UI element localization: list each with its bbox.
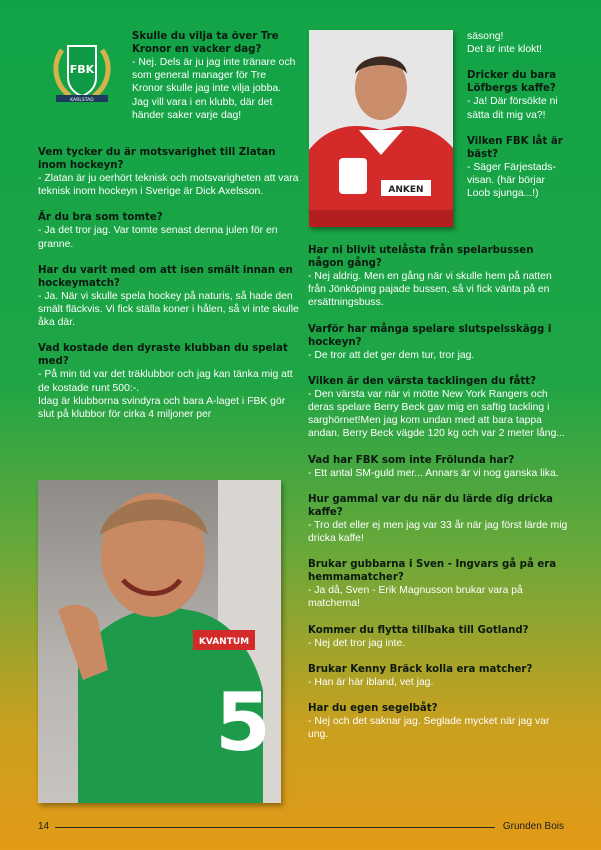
question: Hur gammal var du när du lärde dig dricka kaffe? [308,493,553,518]
answer: - Nej. Dels är ju jag inte tränare och som general manager för Tre Kronor skulle jag inte vilja jobba. Jag vill vara i en klubb, där det händer saker varje dag! [132,57,296,121]
answer: - De tror att det ger dem tur, tror jag. [308,349,475,361]
answer: - Ja då, Sven - Erik Magnusson brukar vara på matcherna! [308,585,523,610]
answer: - Ja! Där försökte ni sätta dit mig va?! [467,96,558,121]
column-b [38,146,300,434]
answer: - Han är här ibland, vet jag. [308,676,434,688]
page-number: 14 [38,821,50,832]
answer: säsong! Det är inte klokt! [467,31,543,56]
jersey-text-big: KVANTUM [198,637,250,647]
question: Är du bra som tomte? [38,212,163,224]
answer: - Zlatan är ju oerhört teknisk och motsvarigheten att vara teknisk inom hockeyn i Sverige är Dick Axelsson. [38,173,299,198]
answer: - På min tid var det träklubbor och jag kan tänka mig att de kostade runt 500:-. Idag är klubborna svindyra och bara A-laget i FBK gör slut på klubbor för cirka 4 miljoner per [38,369,293,421]
question: Varför har många spelare slutspelsskägg i hockeyn? [308,323,552,348]
question: Vilken är den värsta tacklingen du fått? [308,375,537,387]
question: Brukar gubbarna i Sven - Ingvars gå på era hemmamatcher? [308,559,557,584]
question: Vad kostade den dyraste klubban du spelat med? [38,343,288,368]
answer: - Säger Färjestads-visan. (här börjar Loob sjunga...!) [467,161,556,200]
question: Dricker du bara Löfbergs kaffe? [467,70,557,95]
logo-city: KARLSTAD [70,98,94,103]
question: Har du varit med om att isen smält innan en hockeymatch? [38,264,293,289]
question: Skulle du vilja ta över Tre Kronor en vacker dag? [132,31,279,55]
player-photo-top [309,30,453,227]
question: Kommer du flytta tillbaka till Gotland? [308,624,529,636]
question: Har du egen segelbåt? [308,703,438,715]
column-d [308,244,570,754]
question: Vad har FBK som inte Frölunda har? [308,454,515,466]
fbk-logo [48,38,116,104]
answer: - Ett antal SM-guld mer... Annars är vi nog ganska lika. [308,467,559,479]
jersey-number: 5 [215,676,271,769]
question: Vilken FBK låt är bäst? [467,135,563,160]
question: Har ni blivit utelåsta från spelarbussen någon gång? [308,245,534,269]
answer: - Nej och det saknar jag. Seglade mycket när jag var ung. [308,716,550,741]
column-a [132,30,300,135]
answer: - Ja det tror jag. Var tomte senast denna julen för en granne. [38,225,278,250]
answer: - Tro det eller ej men jag var 33 år när jag först lärde mig dricka kaffe! [308,519,568,545]
column-c [467,30,567,213]
footer-rule [55,827,495,828]
logo-text: FBK [69,63,95,76]
answer: - Ja. När vi skulle spela hockey på naturis, så hade den smält fläckvis. Vi fick ställa koner i hålen, så vi inte skulle åka där. [38,290,299,329]
jersey-text-top: ANKEN [388,185,424,195]
answer: - Nej aldrig. Men en gång när vi skulle hem på natten från Jönköping pajade bussen, så vi fick vänta på en ersättningsbuss. [308,271,552,309]
answer: - Nej det tror jag inte. [308,637,406,649]
question: Vem tycker du är motsvarighet till Zlatan inom hockeyn? [38,147,276,171]
player-photo-big [38,480,281,803]
magazine-name: Grunden Bois [502,821,564,832]
question: Brukar Kenny Bräck kolla era matcher? [308,663,533,675]
answer: - Den värsta var när vi mötte New York Rangers och deras spelare Berry Beck gav mig en saftig tackling i sarghörnet!Men jag kom undan med att bara tappa andan. Berry Beck vägde 120 kg och var 2 meter lång... [308,388,566,440]
